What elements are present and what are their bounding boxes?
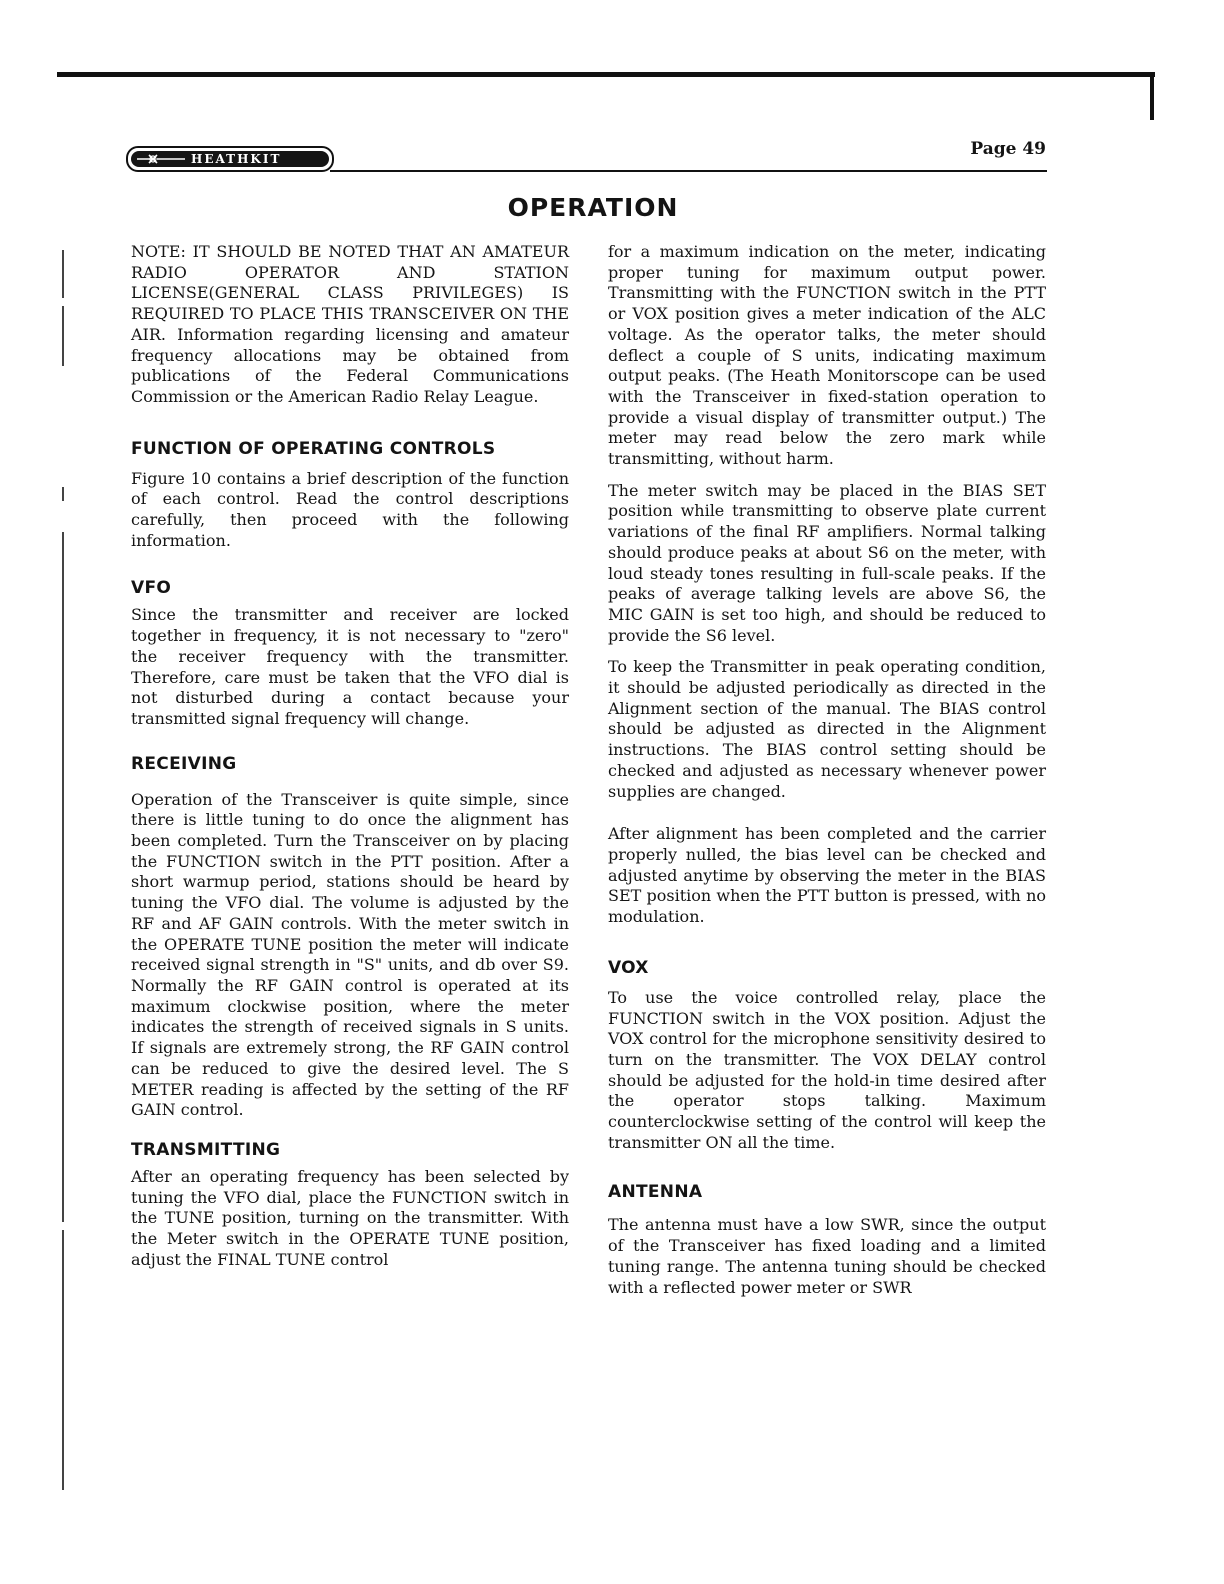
logo-text: HEATHKIT bbox=[191, 152, 282, 166]
tuning-paragraph: for a maximum indication on the meter, indicating proper tuning for maximum output power. Transmitting with the FUNCTION switch in the PTT or VOX position gives a meter indication of the ALC voltage. As the operator talks, the meter should deflect a couple of S units, indicating maximum output peaks. (The Heath Monitorscope can be used with the Transceiver in fixed-station operation to provide a visual display of transmitter output.) The meter may read below the zero mark while transmitting, without harm. bbox=[608, 242, 1046, 469]
header-rule bbox=[330, 170, 1047, 172]
top-border-line bbox=[57, 72, 1155, 77]
margin-mark bbox=[62, 306, 64, 366]
peak-condition-paragraph: To keep the Transmitter in peak operating condition, it should be adjusted periodically as directed in the Alignment section of the manual. The BIAS control should be adjusted as directed in the Alignment instructions. The BIAS control setting should be checked and adjusted as necessary whenever power supplies are changed. bbox=[608, 657, 1046, 801]
antenna-paragraph: The antenna must have a low SWR, since the output of the Transceiver has fixed loading and a limited tuning range. The antenna tuning should be checked with a reflected power meter or SWR bbox=[608, 1215, 1046, 1297]
license-note: NOTE: IT SHOULD BE NOTED THAT AN AMATEUR RADIO OPERATOR AND STATION LICENSE(GENERAL CLASS PRIVILEGES) IS REQUIRED TO PLACE THIS TRANSCEIVER ON THE AIR. Information regarding licensing and amateur frequency allocations may be obtained from publications of the Federal Communications Commission or the American Radio Relay League. bbox=[131, 242, 569, 406]
transmitting-paragraph: After an operating frequency has been selected by tuning the VFO dial, place the FUNCTION switch in the TUNE position, turning on the transmitter. With the Meter switch in the OPERATE TUNE position, adjust the FINAL TUNE control bbox=[131, 1166, 569, 1269]
heathkit-logo bbox=[126, 146, 334, 172]
antenna-heading: ANTENNA bbox=[608, 1182, 703, 1203]
left-column bbox=[131, 242, 569, 1270]
margin-mark bbox=[62, 1230, 64, 1490]
vox-heading: VOX bbox=[608, 957, 649, 978]
page-number: Page 49 bbox=[970, 139, 1046, 159]
margin-mark bbox=[62, 250, 64, 298]
page-title: OPERATION bbox=[507, 193, 679, 222]
vfo-paragraph: Since the transmitter and receiver are locked together in frequency, it is not necessary to "zero" the receiver frequency with the transmitter. Therefore, care must be taken that the VFO dial is not disturbed during a contact because your transmitted signal frequency will change. bbox=[131, 605, 569, 728]
vox-paragraph: To use the voice controlled relay, place the FUNCTION switch in the VOX position. Adjust the VOX control for the microphone sensitivity desired to turn on the transmitter. The VOX DELAY control should be adjusted for the hold-in time desired after the operator stops talking. Maximum counterclockwise setting of the control will keep the transmitter ON all the time. bbox=[608, 987, 1046, 1152]
vfo-heading: VFO bbox=[131, 578, 172, 599]
receiving-heading: RECEIVING bbox=[131, 753, 237, 774]
function-paragraph: Figure 10 contains a brief description of the function of each control. Read the control descriptions carefully, then proceed with the following information. bbox=[131, 468, 569, 550]
logo-emblem-icon bbox=[135, 153, 187, 165]
margin-mark bbox=[62, 487, 64, 501]
bias-set-paragraph: The meter switch may be placed in the BIAS SET position while transmitting to observe plate current variations of the final RF amplifiers. Normal talking should produce peaks at about S6 on the meter, with loud steady tones resulting in full-scale peaks. If the peaks of average talking levels are above S6, the MIC GAIN is set too high, and should be reduced to provide the S6 level. bbox=[608, 480, 1046, 645]
function-heading: FUNCTION OF OPERATING CONTROLS bbox=[131, 438, 496, 459]
right-column bbox=[608, 242, 1046, 1298]
receiving-paragraph: Operation of the Transceiver is quite simple, since there is little tuning to do once the alignment has been completed. Turn the Transceiver on by placing the FUNCTION switch in the PTT position. After a short warmup period, stations should be heard by tuning the VFO dial. The volume is adjusted by the RF and AF GAIN controls. With the meter switch in the OPERATE TUNE position the meter will indicate received signal strength in "S" units, and db over S9. Normally the RF GAIN control is operated at its maximum clockwise position, where the meter indicates the strength of received signals in S units. If signals are extremely strong, the RF GAIN control can be reduced to give the desired level. The S METER reading is affected by the setting of the RF GAIN control. bbox=[131, 789, 569, 1120]
margin-mark bbox=[62, 532, 64, 1222]
transmitting-heading: TRANSMITTING bbox=[131, 1139, 281, 1160]
alignment-paragraph: After alignment has been completed and the carrier properly nulled, the bias level can be checked and adjusted anytime by observing the meter in the BIAS SET position when the PTT button is pressed, with no modulation. bbox=[608, 824, 1046, 927]
top-border-corner bbox=[1150, 74, 1154, 120]
